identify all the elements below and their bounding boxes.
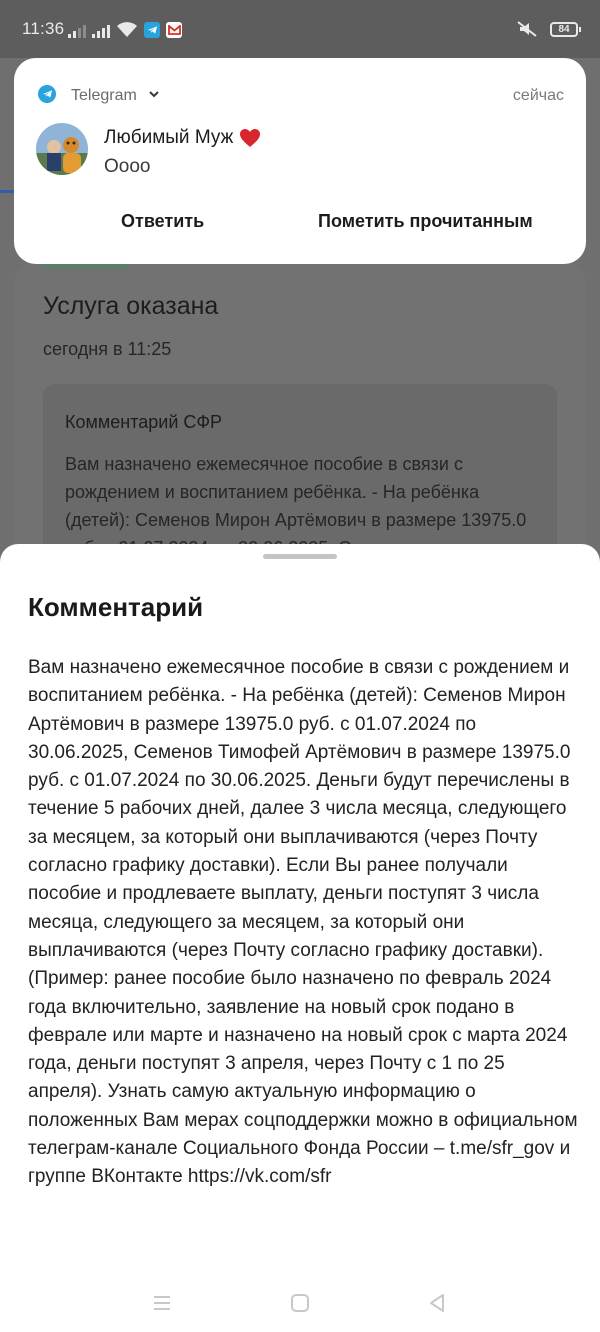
status-icons-right	[516, 20, 578, 38]
status-time: 11:36	[22, 19, 65, 38]
status-accent	[43, 265, 128, 267]
sheet-comment-text: Вам назначено ежемесячное пособие в связи с рождением и воспитанием ребёнка. - На ребёнка (детей): Семенов Мирон Артёмович в размере 13975.0 руб. с 01.07.2024 по 30.06.2025, Семенов Тимофей Артёмович в размере 13975.0 руб. с 01.07.2024 по 30.06.2025. Деньги будут перечислены в течение 5 рабочих дней, далее 3 числа месяца, следующего за месяцем, за который они выплачиваются (через Почту согласно графику доставки). Если Вы ранее получали пособие и продлеваете выплату, деньги поступят 3 числа месяца, следующего за месяцем, за который они выплачиваются (через Почту согласно графику доставки). (Пример: ранее пособие было назначено по февраль 2024 года включительно, заявление на новый срок подано в феврале или марте и назначено на новый срок с марта 2024 года, деньги поступят 3 апреля, через Почту с 1 по 25 апреля). Узнать самую актуальную информацию о положенных Вам мерах соцподдержки можно в официальном телеграм-канале Социального Фонда России – t.me/sfr_gov и группе ВКонтакте https://vk.com/sfr	[28, 657, 578, 1188]
heart-icon	[239, 128, 261, 148]
status-icons-left	[68, 20, 182, 38]
notification-sender	[104, 127, 261, 149]
gmail-icon	[166, 22, 182, 38]
signal-icon	[68, 24, 86, 38]
avatar	[36, 123, 88, 175]
telegram-icon	[38, 85, 56, 103]
notification-time: сейчас	[512, 87, 564, 104]
mark-read-button[interactable]: Пометить прочитанным	[318, 211, 533, 231]
system-nav-bar	[0, 1272, 600, 1332]
signal-icon	[92, 24, 110, 38]
chevron-down-icon[interactable]	[148, 88, 160, 100]
telegram-notification[interactable]	[14, 58, 586, 264]
mute-icon	[516, 20, 538, 38]
sender-name: Любимый Муж	[104, 127, 234, 148]
comment-card-title: Комментарий СФР	[65, 412, 223, 432]
tab-indicator	[0, 190, 14, 193]
notification-message: Оооо	[104, 156, 151, 177]
comment-card-preview: Вам назначено ежемесячное пособие в связи с рождением и воспитанием ребёнка. - На ребёнка (детей): Семенов Мирон Артёмович в размере 13975.0	[65, 454, 527, 530]
home-icon[interactable]	[289, 1292, 311, 1314]
sheet-title: Комментарий	[28, 592, 204, 622]
telegram-icon	[144, 22, 160, 38]
comment-bottom-sheet	[0, 544, 600, 1332]
status-bar	[0, 0, 600, 58]
notification-app-name: Telegram	[71, 87, 137, 104]
recent-apps-icon[interactable]	[151, 1292, 173, 1314]
reply-button[interactable]: Ответить	[121, 211, 205, 231]
wifi-icon	[116, 22, 138, 38]
battery-icon: 84	[550, 22, 578, 37]
status-date: сегодня в 11:25	[43, 339, 172, 359]
back-icon[interactable]	[426, 1292, 448, 1314]
sheet-drag-handle[interactable]	[263, 554, 337, 559]
status-title: Услуга оказана	[43, 292, 219, 320]
